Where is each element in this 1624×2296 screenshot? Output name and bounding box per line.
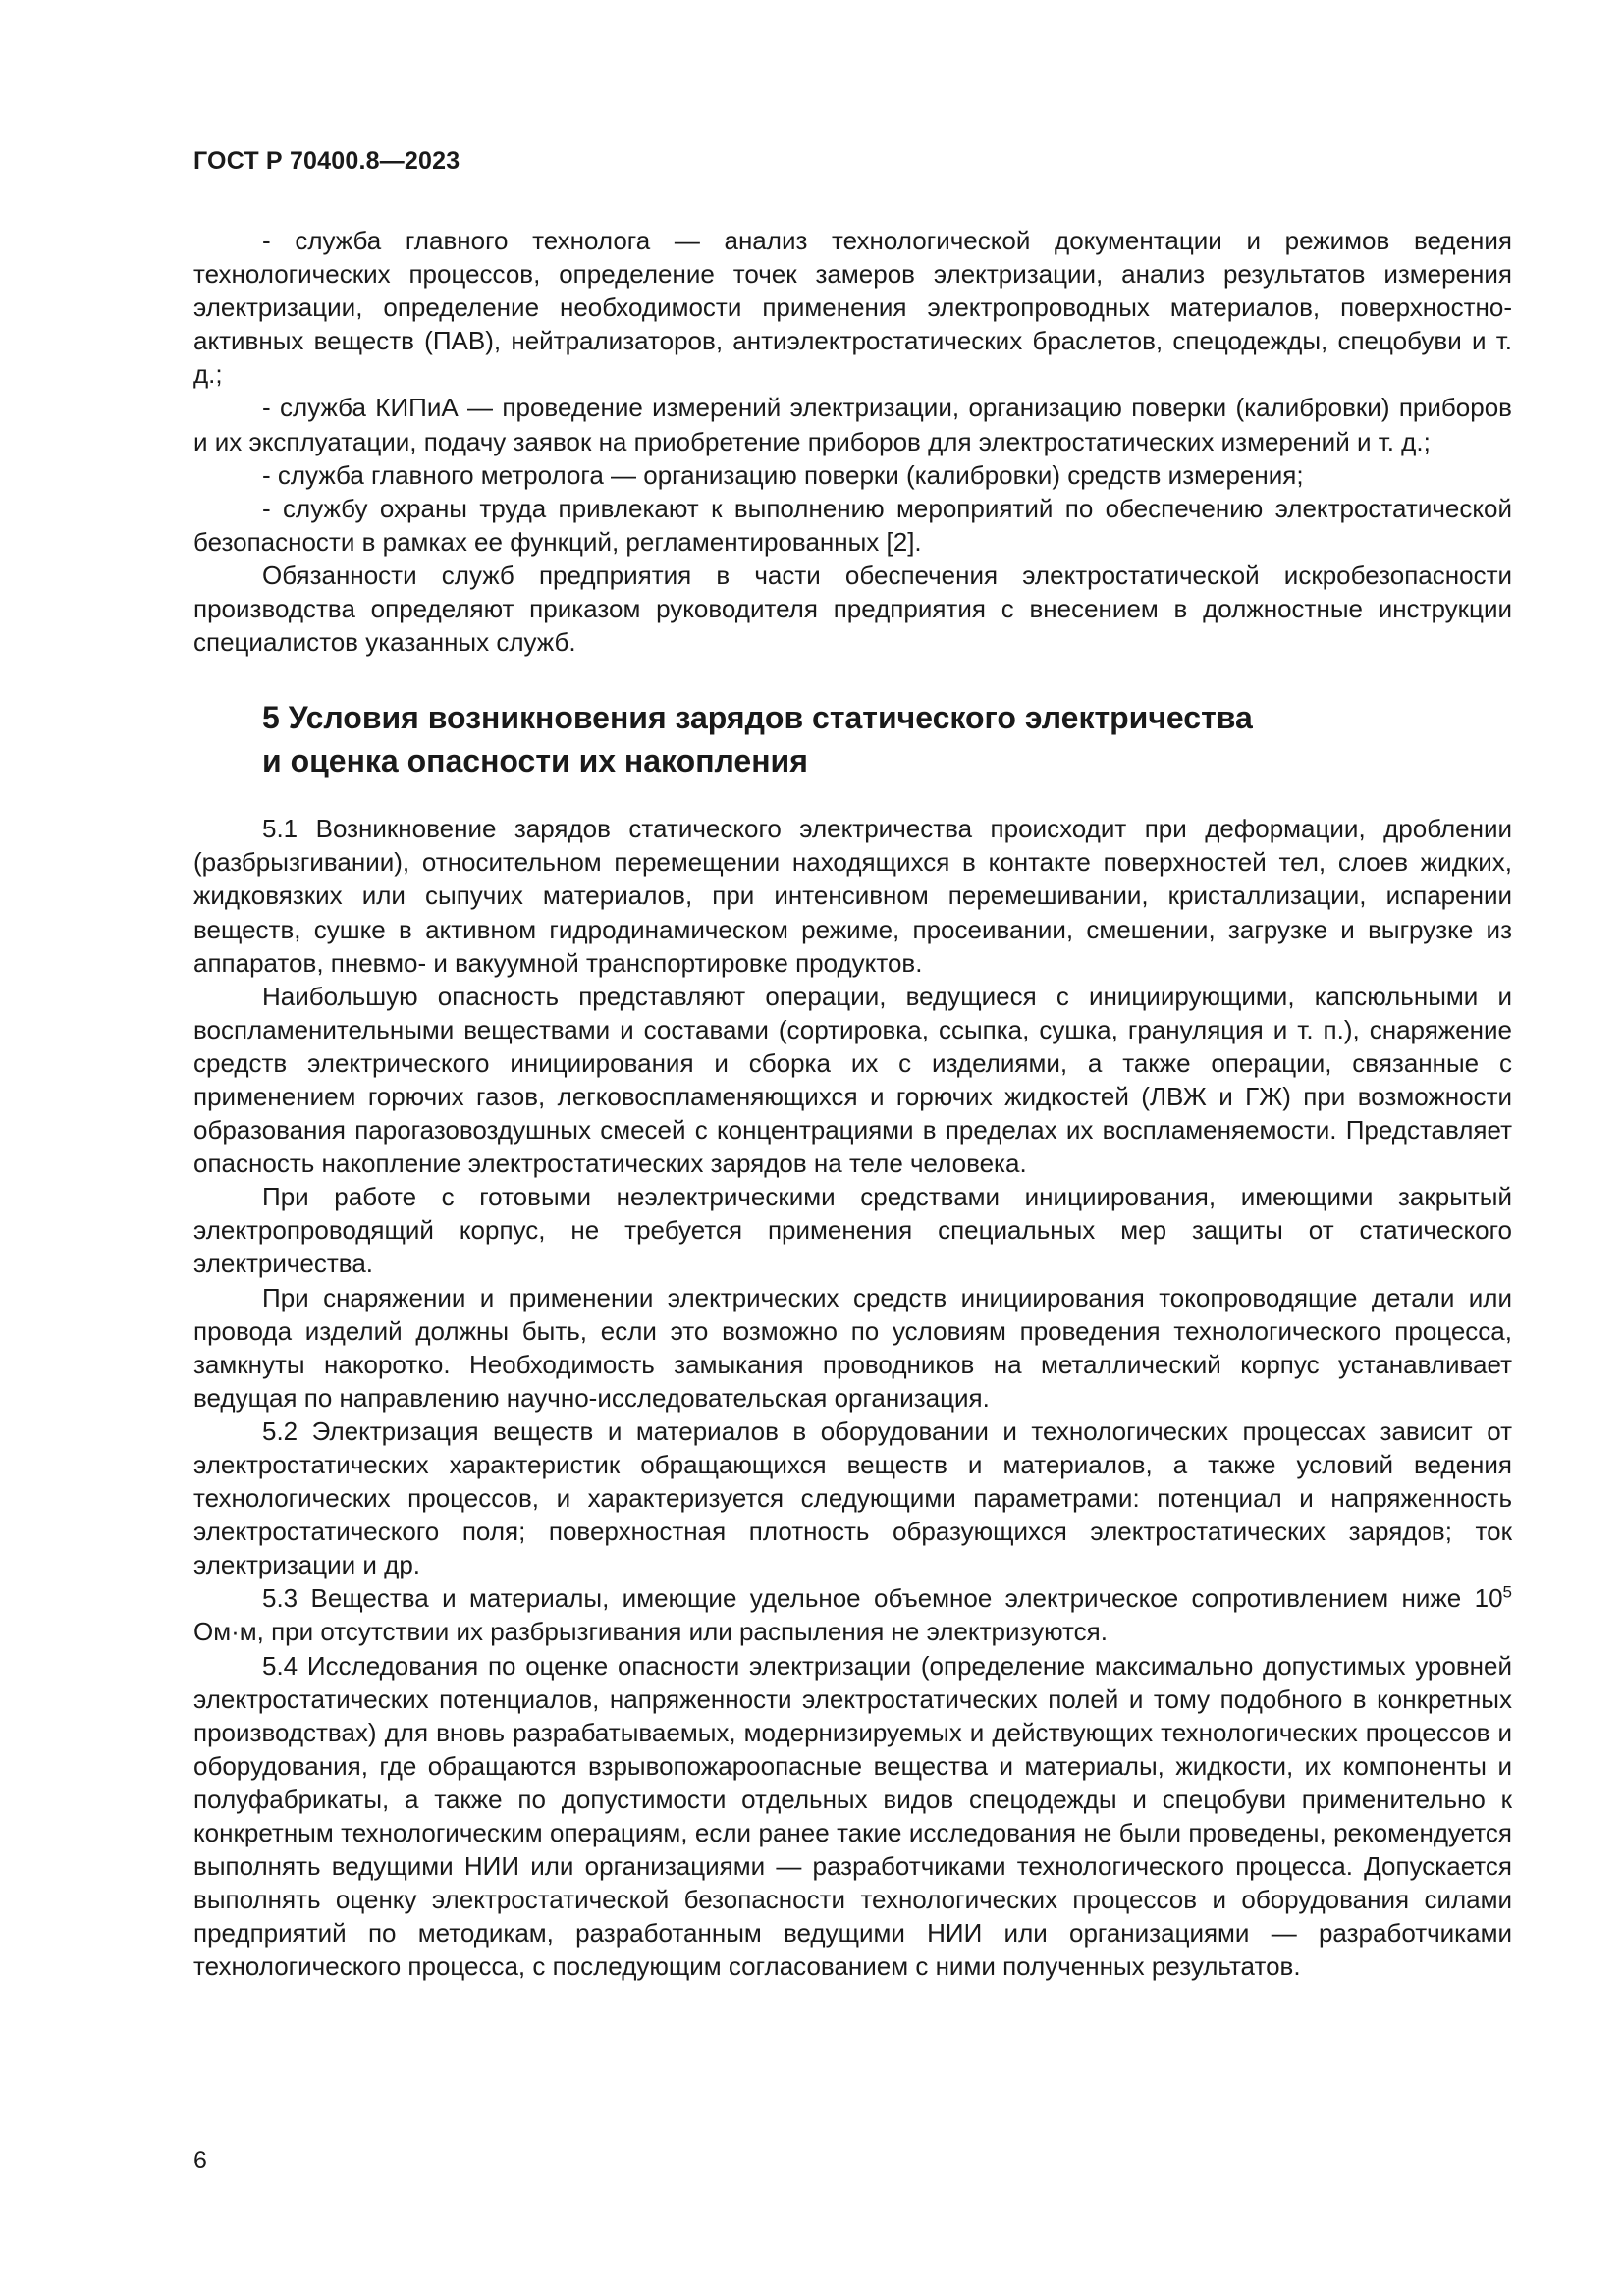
paragraph-5-3-text-after: Ом·м, при отсутствии их разбрызгивания или распыления не электризуются.	[193, 1617, 1108, 1647]
paragraph-5-2: 5.2 Электризация веществ и материалов в оборудовании и технологических процессах зависит от электростатических характеристик обращающихся веществ и материалов, а также условий ведения технологических процессов, и характеризуется следующими параметрами: потенциал и напряженность электростатического поля; поверхностная плотность образующихся электростатических зарядов; ток электризации и др.	[193, 1415, 1512, 1580]
list-item-chief-technologist: - служба главного технолога — анализ технологической документации и режимов ведения технологических процессов, определение точек замеров электризации, анализ результатов измерения электризации, определение необходимости применения электропроводных материалов, поверхностно-активных веществ (ПАВ), нейтрализаторов, антиэлектростатических браслетов, спецодежды, спецобуви и т. д.;	[193, 226, 1512, 390]
paragraph-non-electric-initiators: При работе с готовыми неэлектрическими средствами инициирования, имеющими закрытый электропроводящий корпус, не требуется применения специальных мер защиты от статического электричества.	[193, 1182, 1512, 1279]
list-item-labor-safety: - службу охраны труда привлекают к выполнению мероприятий по обеспечению электростатической безопасности в рамках ее функций, регламентированных [2].	[193, 493, 1512, 557]
paragraph-5-3	[193, 1581, 1512, 1648]
list-item-chief-metrologist: - служба главного метролога — организацию поверки (калибровки) средств измерения;	[262, 459, 1304, 490]
paragraph-5-4: 5.4 Исследования по оценке опасности электризации (определение максимально допустимых уровней электростатических потенциалов, напряженности электростатических полей и тому подобного в конкретных производствах) для вновь разрабатываемых, модернизируемых и действующих технологических процессов и оборудования, где обращаются взрывопожароопасные вещества и материалы, жидкости, их компоненты и полуфабрикаты, а также по допустимости отдельных видов спецодежды и спецобуви применительно к конкретным технологическим операциям, если ранее такие исследования не были проведены, рекомендуется выполнять ведущими НИИ или организациями — разработчиками технологического процесса. Допускается выполнять оценку электростатической безопасности технологических процессов и оборудования силами предприятий по методикам, разработанным ведущими НИИ или организациями — разработчиками технологического процесса, с последующим согласованием с ними полученных результатов.	[193, 1650, 1512, 1982]
paragraph-electric-initiators: При снаряжении и применении электрических средств инициирования токопроводящие детали или провода изделий должны быть, если это возможно по условиям проведения технологического процесса, замкнуты накоротко. Необходимость замыкания проводников на металлический корпус устанавливает ведущая по направлению научно-исследовательская организация.	[193, 1282, 1512, 1413]
section-title-line-2: и оценка опасности их накопления	[262, 743, 808, 779]
document-header: ГОСТ Р 70400.8—2023	[193, 147, 460, 175]
paragraph-hazard-operations: Наибольшую опасность представляют операции, ведущиеся с инициирующими, капсюльными и воспламенительными веществами и составами (сортировка, ссыпка, сушка, грануляция и т. п.), снаряжение средств электрического инициирования и сборка их с изделиями, а также операции, связанные с применением горючих газов, легковоспламеняющихся и горючих жидкостей (ЛВЖ и ГЖ) при возможности образования парогазовоздушных смесей с концентрациями в пределах их воспламеняемости. Представляет опасность накопление электростатических зарядов на теле человека.	[193, 981, 1512, 1179]
section-5-heading	[262, 696, 1512, 782]
page-content	[193, 224, 1512, 1984]
exponent: 5	[1502, 1582, 1512, 1602]
paragraph-5-3-text-before: 5.3 Вещества и материалы, имеющие удельное объемное электрическое сопротивлением ниже 10	[262, 1583, 1503, 1614]
paragraph-5-1: 5.1 Возникновение зарядов статического электричества происходит при деформации, дроблении (разбрызгивании), относительном перемещении находящихся в контакте поверхностей тел, слоев жидких, жидковязких или сыпучих материалов, при интенсивном перемешивании, кристаллизации, испарении веществ, сушке в активном гидродинамическом режиме, просеивании, смешении, загрузке и выгрузке из аппаратов, пневмо- и вакуумной транспортировке продуктов.	[193, 814, 1512, 978]
page-number: 6	[193, 2147, 207, 2174]
list-item-kipia: - служба КИПиА — проведение измерений электризации, организацию поверки (калибровки) приборов и их эксплуатации, подачу заявок на приобретение приборов для электростатических измерений и т. д.;	[193, 393, 1512, 456]
section-title-line-1: 5 Условия возникновения зарядов статического электричества	[262, 700, 1253, 736]
responsibilities-paragraph: Обязанности служб предприятия в части обеспечения электростатической искробезопасности производства определяют приказом руководителя предприятия с внесением в должностные инструкции специалистов указанных служб.	[193, 560, 1512, 658]
